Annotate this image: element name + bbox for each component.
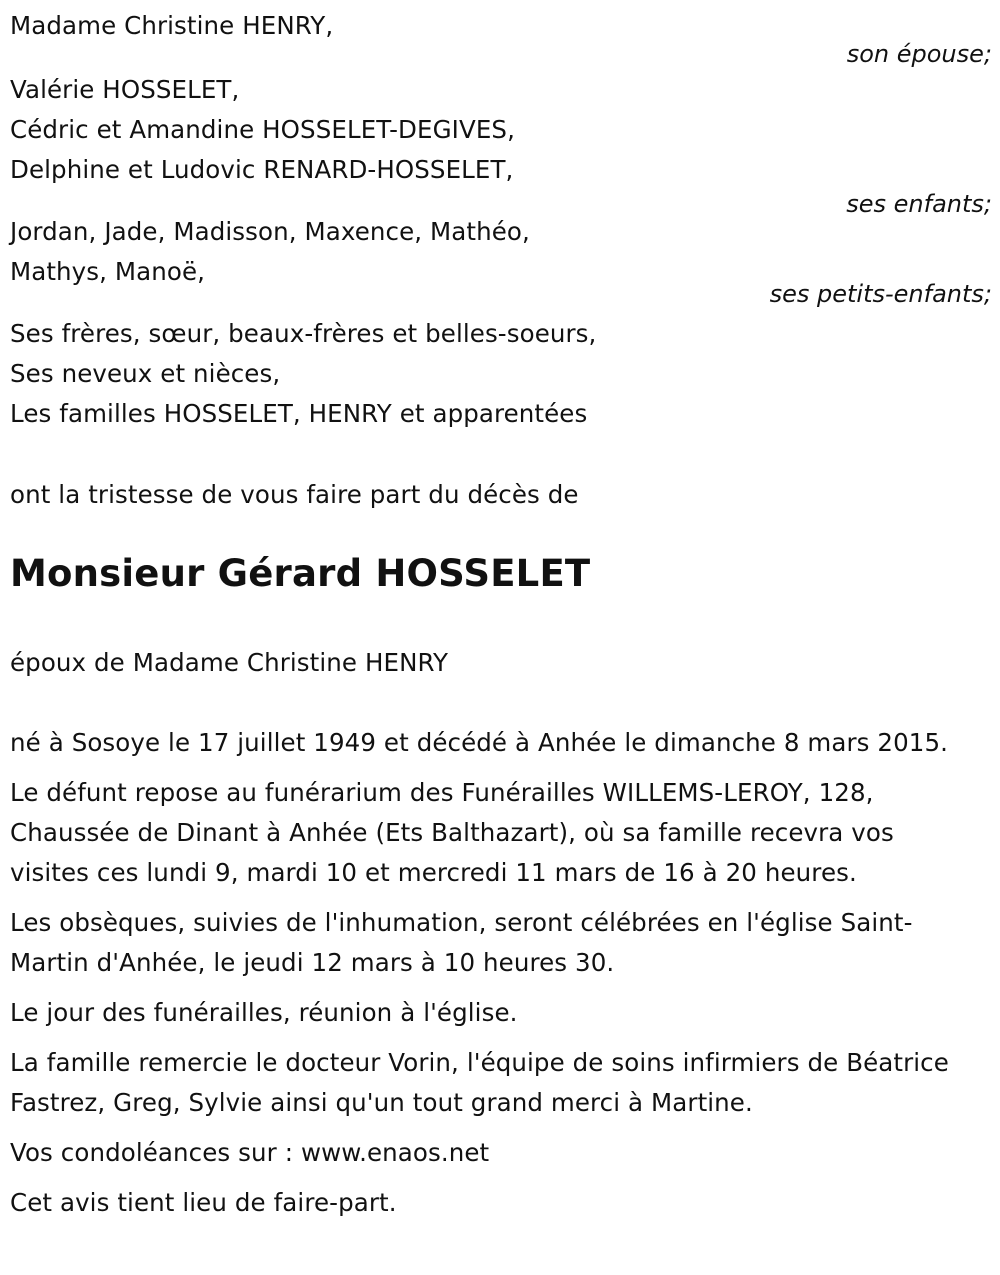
funerarium-paragraph: Le défunt repose au funérarium des Funérailles WILLEMS-LEROY, 128, Chaussée de Dinant à Anhée (Ets Balthazart), où sa famille recevra vos visites ces lundi 9, mardi 10 et mercredi 11 mars de 16 à 20 heures. [10, 778, 894, 887]
children-block [10, 70, 990, 216]
relatives-line: Ses neveux et nièces, [10, 359, 281, 388]
spouse-role: son épouse; [846, 40, 992, 68]
meeting-paragraph: Le jour des funérailles, réunion à l'église. [10, 998, 518, 1027]
relatives-line: Ses frères, sœur, beaux-frères et belles-soeurs, [10, 319, 597, 348]
condolences-paragraph: Vos condoléances sur : www.enaos.net [10, 1138, 490, 1167]
grandchildren-role: ses petits-enfants; [769, 280, 992, 308]
spouse-name: Madame Christine HENRY, [10, 11, 334, 40]
child-line: Cédric et Amandine HOSSELET-DEGIVES, [10, 115, 515, 144]
child-line: Valérie HOSSELET, [10, 75, 240, 104]
announcement-text: ont la tristesse de vous faire part du décès de [10, 480, 579, 509]
child-line: Delphine et Ludovic RENARD-HOSSELET, [10, 155, 514, 184]
funeral-paragraph: Les obsèques, suivies de l'inhumation, seront célébrées en l'église Saint-Martin d'Anhée, le jeudi 12 mars à 10 heures 30. [10, 908, 913, 977]
relatives-block [10, 314, 990, 434]
grandchild-line: Jordan, Jade, Madisson, Maxence, Mathéo, [10, 217, 530, 246]
grandchildren-block [10, 212, 990, 306]
children-role: ses enfants; [846, 190, 992, 218]
death-notice [10, 0, 990, 1275]
deceased-name: Monsieur Gérard HOSSELET [10, 552, 591, 595]
thanks-paragraph: La famille remercie le docteur Vorin, l'équipe de soins infirmiers de Béatrice Fastrez, Greg, Sylvie ainsi qu'un tout grand merci à Martine. [10, 1048, 949, 1117]
notice-paragraph: Cet avis tient lieu de faire-part. [10, 1188, 397, 1217]
details-block [10, 723, 990, 1223]
spouse-block [10, 6, 990, 66]
deceased-spouse-of: époux de Madame Christine HENRY [10, 648, 449, 677]
relatives-line: Les familles HOSSELET, HENRY et apparentées [10, 399, 588, 428]
birth-death-paragraph: né à Sosoye le 17 juillet 1949 et décédé à Anhée le dimanche 8 mars 2015. [10, 728, 949, 757]
grandchild-line: Mathys, Manoë, [10, 257, 206, 286]
